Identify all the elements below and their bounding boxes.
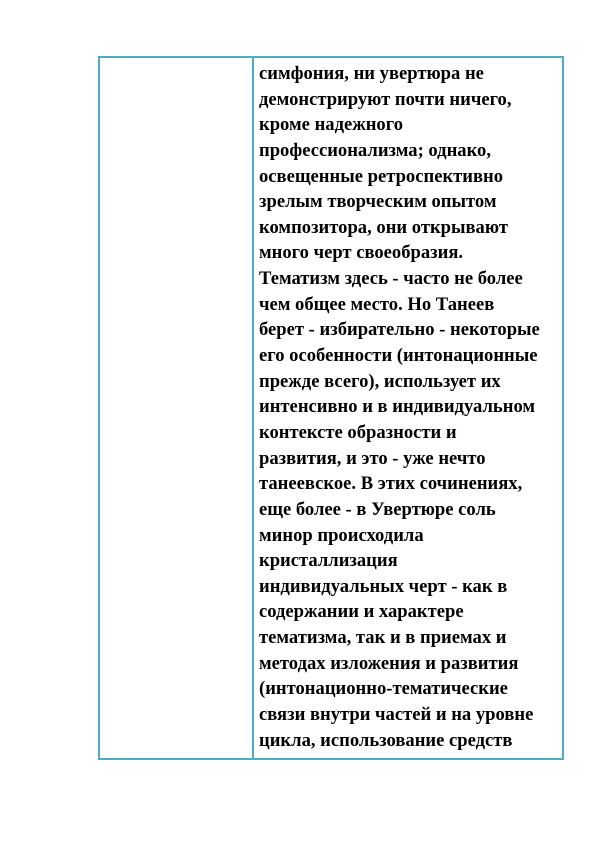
- text-line: чем общее место. Но Танеев: [259, 293, 495, 315]
- cell-paragraph: [259, 61, 560, 753]
- text-line: освещенные ретроспективно: [259, 165, 504, 187]
- text-line: кроме надежного: [259, 114, 404, 136]
- text-line: демонстрируют почти ничего,: [259, 88, 512, 110]
- text-line: связи внутри частей и на уровне: [259, 704, 534, 726]
- text-line: еще более - в Увертюре соль: [259, 498, 496, 520]
- text-line: интенсивно и в индивидуальном: [259, 396, 536, 418]
- text-line: зрелым творческим опытом: [259, 191, 497, 213]
- text-line: прежде всего), использует их: [259, 370, 501, 392]
- text-line: развития, и это - уже нечто: [259, 447, 486, 469]
- text-line: контексте образности и: [259, 421, 457, 443]
- text-line: (интонационно-тематические: [259, 678, 508, 700]
- table-cell-left: [100, 58, 254, 758]
- text-line: цикла, использование средств: [259, 729, 513, 751]
- text-line: его особенности (интонационные: [259, 345, 538, 367]
- text-line: методах изложения и развития: [259, 652, 519, 674]
- text-line: симфония, ни увертюра не: [259, 63, 484, 84]
- text-line: содержании и характере: [259, 601, 464, 623]
- text-line: композитора, они открывают: [259, 216, 508, 238]
- text-line: берет - избирательно - некоторые: [259, 319, 540, 341]
- document-table: [98, 56, 564, 760]
- text-line: индивидуальных черт - как в: [259, 575, 508, 597]
- text-line: много черт своеобразия.: [259, 242, 464, 264]
- text-line: кристаллизация: [259, 550, 398, 572]
- text-line: Тематизм здесь - часто не более: [259, 268, 523, 290]
- text-line: профессионализма; однако,: [259, 139, 492, 161]
- text-line: минор происходила: [259, 524, 424, 546]
- text-line: тематизма, так и в приемах и: [259, 627, 507, 649]
- table-cell-right: [254, 58, 562, 758]
- text-line: танеевское. В этих сочинениях,: [259, 473, 523, 495]
